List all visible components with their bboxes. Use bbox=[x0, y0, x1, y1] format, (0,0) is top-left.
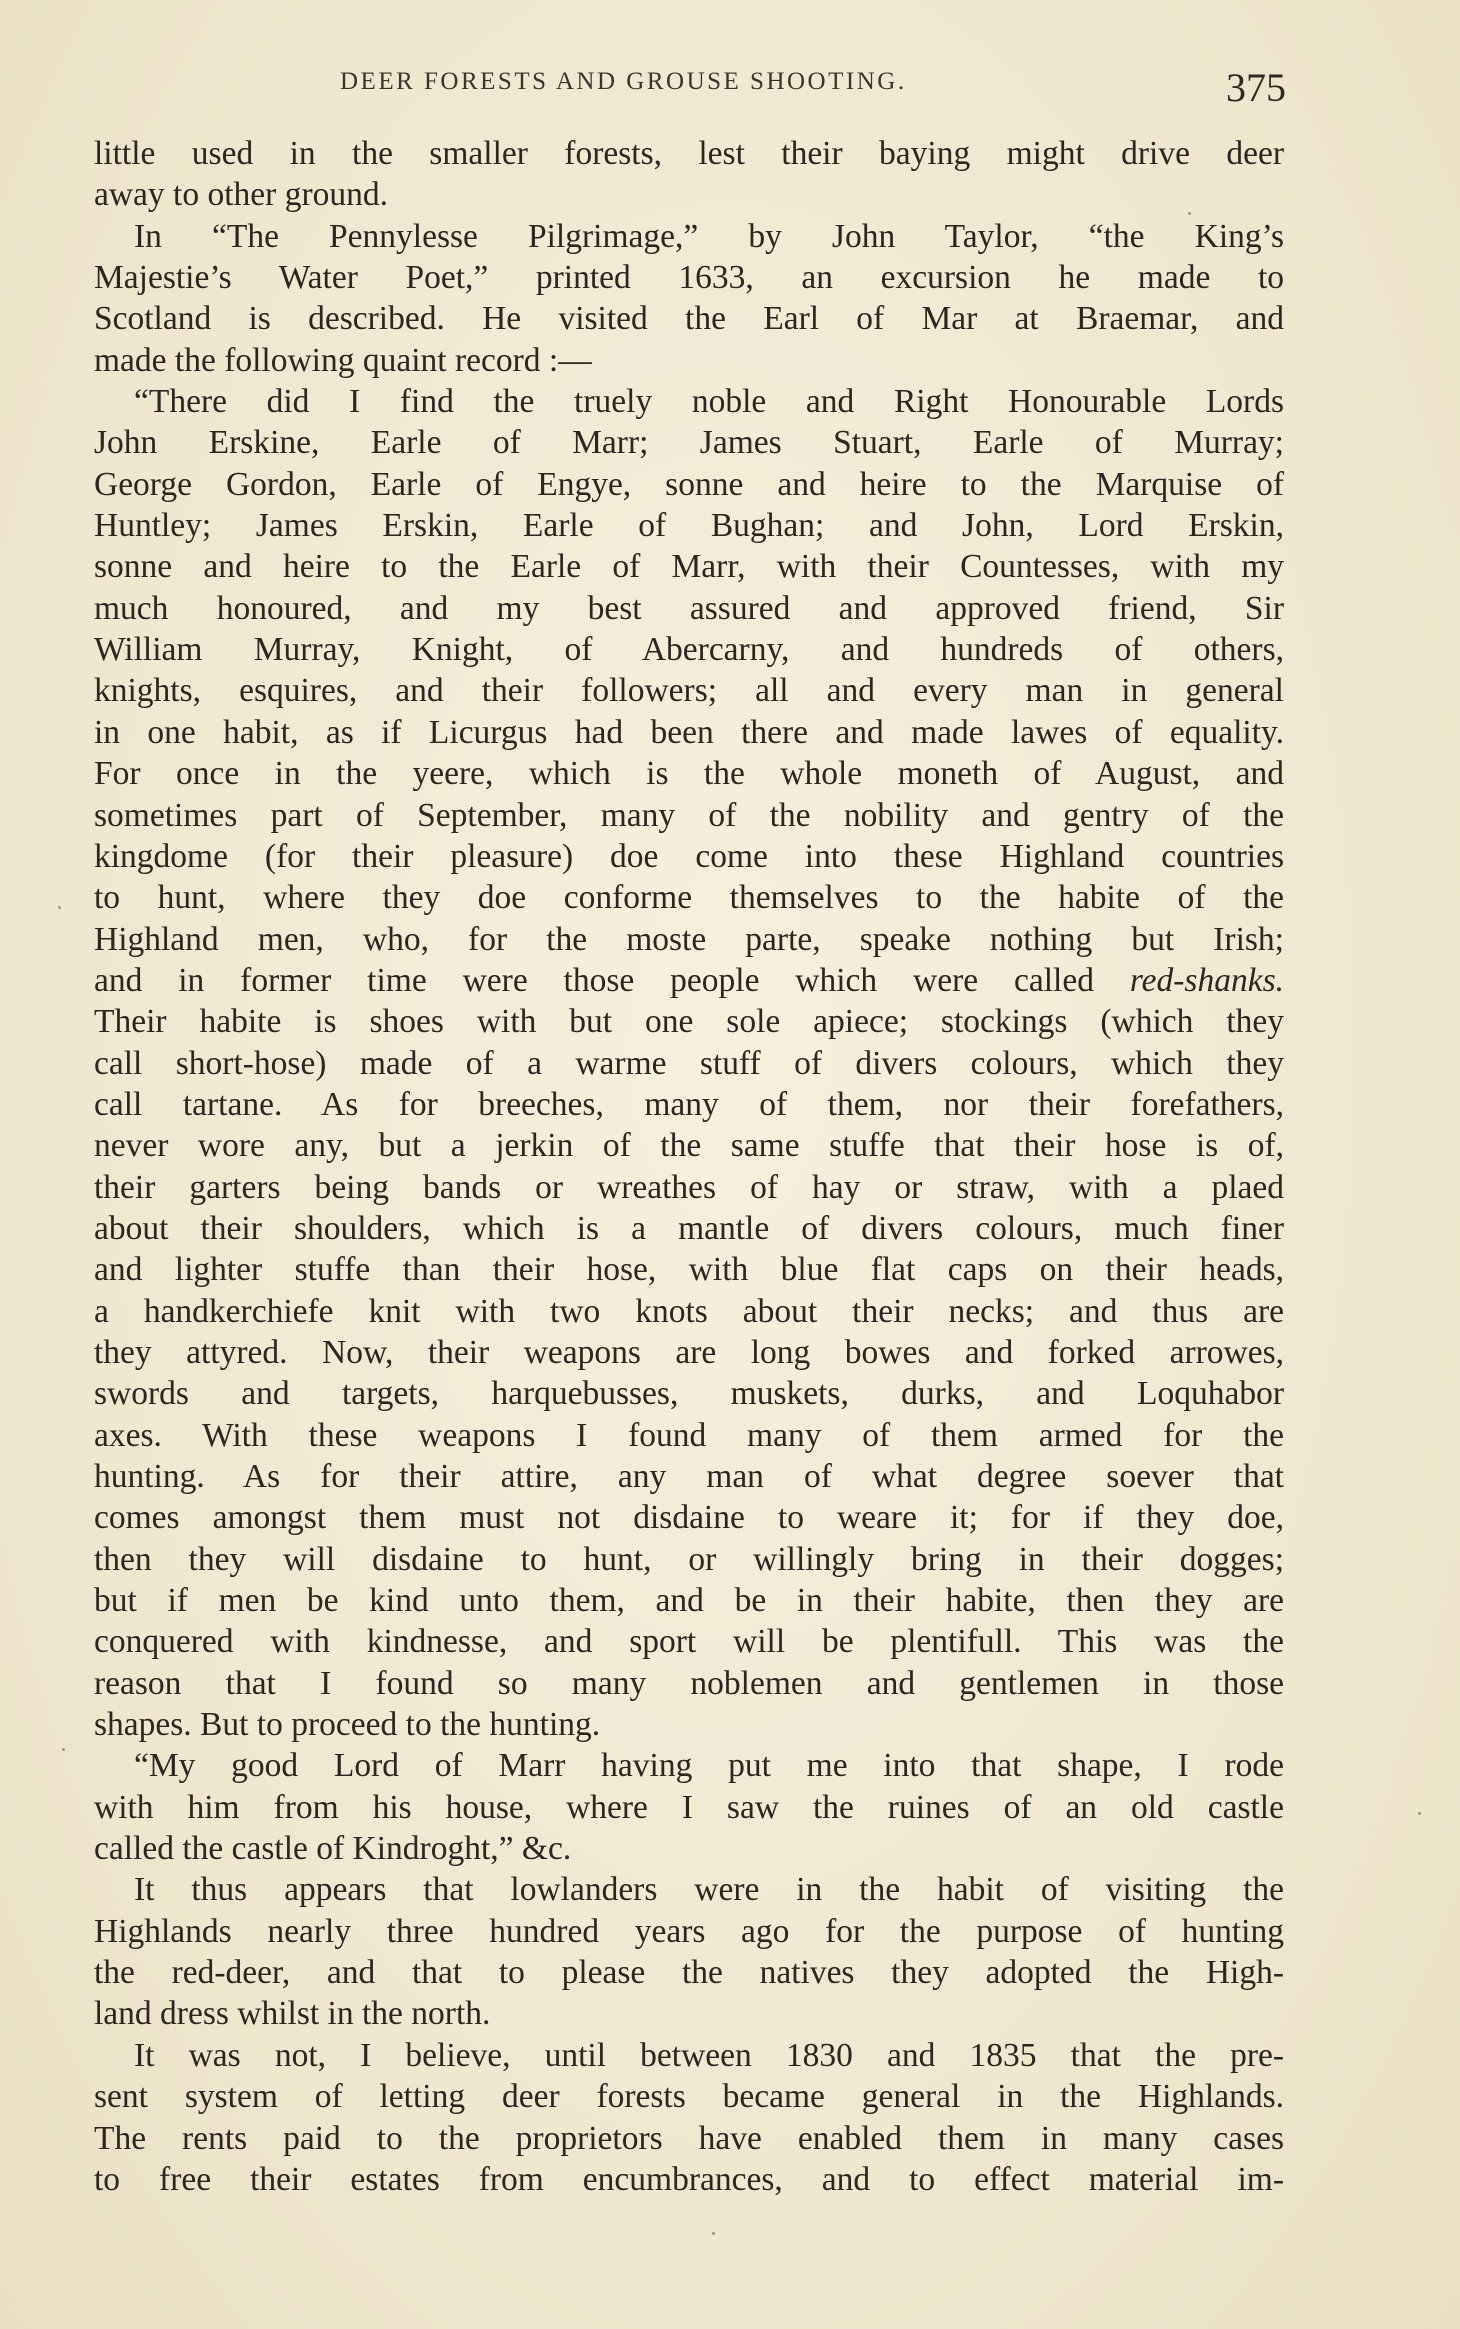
text-line-content: For once in the yeere, which is the whole moneth of August, and bbox=[94, 755, 1284, 793]
body-text bbox=[94, 133, 1284, 2200]
page-number: 375 bbox=[1226, 65, 1286, 110]
text-line bbox=[94, 1125, 1284, 1166]
text-line-content: about their shoulders, which is a mantle of divers colours, much finer bbox=[94, 1209, 1284, 1247]
text-line bbox=[94, 1993, 1284, 2034]
italic-term: red-shanks. bbox=[1129, 961, 1284, 999]
text-line-content: axes. With these weapons I found many of them armed for the bbox=[94, 1416, 1284, 1454]
paper-speck bbox=[1188, 212, 1191, 215]
text-line bbox=[94, 1167, 1284, 1208]
text-line-content: John Erskine, Earle of Marr; James Stuart, Earle of Murray; bbox=[94, 424, 1284, 462]
text-line-content: conquered with kindnesse, and sport will be plentifull. This was the bbox=[94, 1623, 1284, 1661]
text-line bbox=[94, 1869, 1284, 1910]
text-line bbox=[94, 1208, 1284, 1249]
text-line-content: never wore any, but a jerkin of the same stuffe that their hose is of, bbox=[94, 1127, 1284, 1165]
text-line-content: little used in the smaller forests, lest their baying might drive deer bbox=[94, 135, 1284, 172]
text-line bbox=[94, 2076, 1284, 2117]
text-line bbox=[94, 298, 1284, 339]
text-line bbox=[94, 1497, 1284, 1538]
text-line-content: land dress whilst in the north. bbox=[94, 1995, 491, 2033]
text-line bbox=[94, 340, 1284, 381]
paper-speck bbox=[712, 2232, 715, 2235]
text-line-content: they attyred. Now, their weapons are long bowes and forked arrowes, bbox=[94, 1333, 1284, 1371]
text-line-content: shapes. But to proceed to the hunting. bbox=[94, 1706, 601, 1744]
text-line bbox=[94, 588, 1284, 629]
text-line bbox=[94, 960, 1284, 1001]
text-line-content: “There did I find the truely noble and Right Honourable Lords bbox=[134, 383, 1284, 421]
text-line-content: and in former time were those people which were called bbox=[94, 961, 1130, 999]
text-line bbox=[94, 546, 1284, 587]
text-line-content: “My good Lord of Marr having put me into that shape, I rode bbox=[134, 1747, 1284, 1785]
text-line-content: knights, esquires, and their followers; all and every man in general bbox=[94, 672, 1284, 710]
paper-speck bbox=[1418, 1812, 1421, 1815]
text-line-content: comes amongst them must not disdaine to weare it; for if they doe, bbox=[94, 1499, 1284, 1537]
text-line-content: with him from his house, where I saw the ruines of an old castle bbox=[94, 1788, 1284, 1826]
text-line bbox=[94, 1787, 1284, 1828]
text-line bbox=[94, 464, 1284, 505]
running-title: DEER FORESTS AND GROUSE SHOOTING. bbox=[340, 68, 907, 95]
text-line-content: reason that I found so many noblemen and gentlemen in those bbox=[94, 1664, 1284, 1702]
text-line-content: Majestie’s Water Poet,” printed 1633, an excursion he made to bbox=[94, 259, 1284, 297]
text-line bbox=[94, 919, 1284, 960]
text-line-content: hunting. As for their attire, any man of what degree soever that bbox=[94, 1458, 1284, 1495]
text-line-content: kingdome (for their pleasure) doe come into these Highland countries bbox=[94, 837, 1284, 875]
text-line-content: called the castle of Kindroght,” &c. bbox=[94, 1830, 572, 1868]
text-line-content: their garters being bands or wreathes of hay or straw, with a plaed bbox=[94, 1168, 1284, 1206]
text-line-content: It thus appears that lowlanders were in the habit of visiting the bbox=[134, 1871, 1284, 1909]
text-line-content: made the following quaint record :— bbox=[94, 341, 592, 379]
text-line bbox=[94, 1001, 1284, 1042]
text-line-content: George Gordon, Earle of Engye, sonne and heire to the Marquise of bbox=[94, 465, 1284, 503]
text-line-content: then they will disdaine to hunt, or willingly bring in their dogges; bbox=[94, 1540, 1284, 1578]
text-line bbox=[94, 216, 1284, 257]
text-line bbox=[94, 422, 1284, 463]
text-line-content: sometimes part of September, many of the nobility and gentry of the bbox=[94, 796, 1284, 834]
paper-speck bbox=[62, 1748, 65, 1751]
text-line-content: sent system of letting deer forests became general in the Highlands. bbox=[94, 2078, 1284, 2116]
text-line-content: a handkerchiefe knit with two knots about their necks; and thus are bbox=[94, 1292, 1284, 1330]
text-line bbox=[94, 1663, 1284, 1704]
text-line bbox=[94, 629, 1284, 670]
text-line-content: but if men be kind unto them, and be in their habite, then they are bbox=[94, 1582, 1284, 1620]
text-line-content: In “The Pennylesse Pilgrimage,” by John Taylor, “the King’s bbox=[134, 217, 1284, 255]
text-line bbox=[94, 1415, 1284, 1456]
text-line bbox=[94, 174, 1284, 215]
text-line-content: It was not, I believe, until between 1830 and 1835 that the pre- bbox=[134, 2036, 1284, 2074]
text-line bbox=[94, 1373, 1284, 1414]
text-line bbox=[94, 1580, 1284, 1621]
text-line bbox=[94, 1539, 1284, 1580]
text-line-content: to hunt, where they doe conforme themselves to the habite of the bbox=[94, 879, 1284, 917]
text-line bbox=[94, 1291, 1284, 1332]
text-line-content: William Murray, Knight, of Abercarny, and hundreds of others, bbox=[94, 631, 1284, 669]
text-line bbox=[94, 836, 1284, 877]
text-line bbox=[94, 2118, 1284, 2159]
text-line bbox=[94, 1745, 1284, 1786]
text-line bbox=[94, 877, 1284, 918]
text-line bbox=[94, 1043, 1284, 1084]
text-line-content: call short-hose) made of a warme stuff of divers colours, which they bbox=[94, 1044, 1284, 1082]
text-line-content: in one habit, as if Licurgus had been there and made lawes of equality. bbox=[94, 713, 1284, 751]
text-line bbox=[94, 795, 1284, 836]
text-line-content: sonne and heire to the Earle of Marr, with their Countesses, with my bbox=[94, 548, 1284, 586]
text-line-content: away to other ground. bbox=[94, 176, 388, 214]
text-line bbox=[94, 1911, 1284, 1952]
text-line-content: Scotland is described. He visited the Earl of Mar at Braemar, and bbox=[94, 300, 1284, 338]
text-line bbox=[94, 1084, 1284, 1125]
text-line-content: The rents paid to the proprietors have enabled them in many cases bbox=[94, 2119, 1284, 2157]
text-line bbox=[94, 1952, 1284, 1993]
text-line-content: Their habite is shoes with but one sole apiece; stockings (which they bbox=[94, 1003, 1284, 1041]
text-line-content: to free their estates from encumbrances, and to effect material im- bbox=[94, 2160, 1284, 2198]
paper-speck bbox=[58, 906, 61, 909]
text-line bbox=[94, 712, 1284, 753]
text-line bbox=[94, 1456, 1284, 1497]
text-line bbox=[94, 670, 1284, 711]
text-line bbox=[94, 1704, 1284, 1745]
text-line bbox=[94, 257, 1284, 298]
text-line bbox=[94, 1621, 1284, 1662]
text-line bbox=[94, 753, 1284, 794]
text-line-content: much honoured, and my best assured and approved friend, Sir bbox=[94, 589, 1284, 627]
text-line-content: Huntley; James Erskin, Earle of Bughan; and John, Lord Erskin, bbox=[94, 507, 1284, 545]
text-line bbox=[94, 2159, 1284, 2200]
text-line-content: the red-deer, and that to please the natives they adopted the High- bbox=[94, 1954, 1284, 1992]
text-line bbox=[94, 1249, 1284, 1290]
text-line bbox=[94, 133, 1284, 174]
text-line bbox=[94, 1332, 1284, 1373]
text-line-content: swords and targets, harquebusses, muskets, durks, and Loquhabor bbox=[94, 1375, 1284, 1413]
text-line-content: Highlands nearly three hundred years ago for the purpose of hunting bbox=[94, 1912, 1284, 1950]
text-line-content: Highland men, who, for the moste parte, speake nothing but Irish; bbox=[94, 920, 1284, 958]
text-line bbox=[94, 2035, 1284, 2076]
text-line-content: and lighter stuffe than their hose, with blue flat caps on their heads, bbox=[94, 1251, 1284, 1289]
text-line-content: call tartane. As for breeches, many of them, nor their forefathers, bbox=[94, 1085, 1284, 1123]
text-line bbox=[94, 505, 1284, 546]
text-line bbox=[94, 381, 1284, 422]
text-line bbox=[94, 1828, 1284, 1869]
